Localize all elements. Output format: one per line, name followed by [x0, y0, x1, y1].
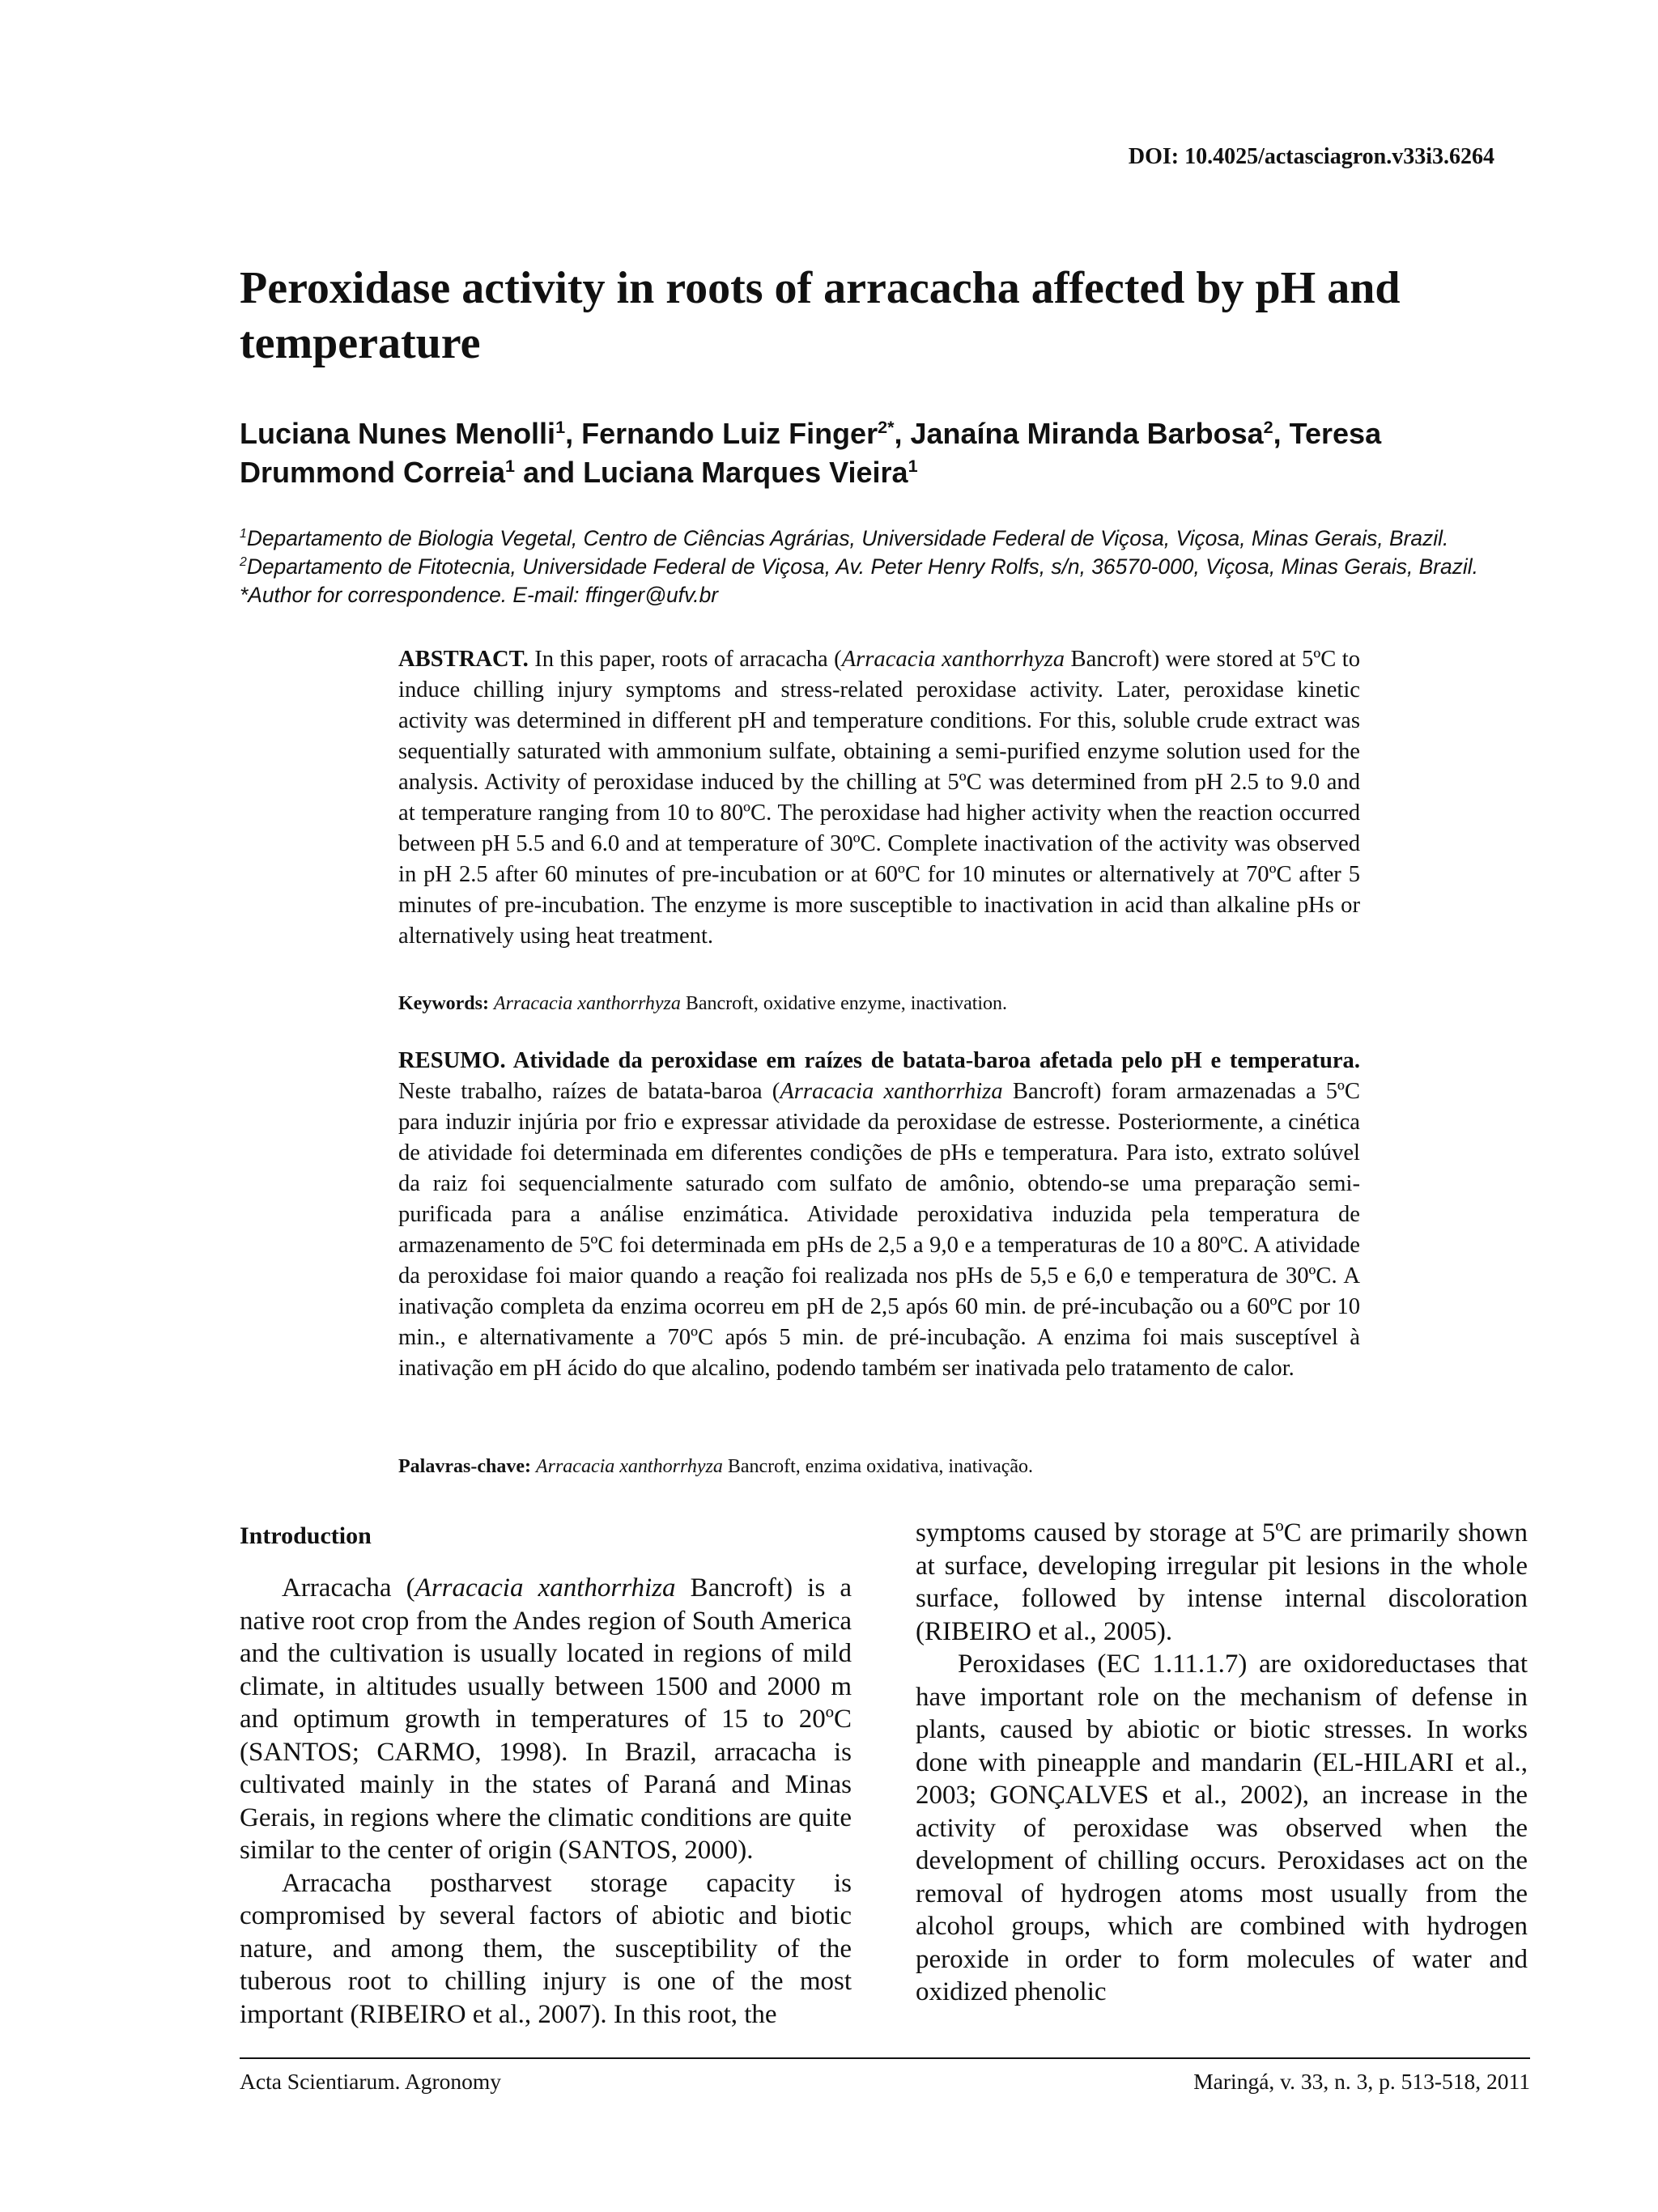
- affiliation-mark: 2: [240, 555, 247, 570]
- affiliation-text: Departamento de Fitotecnia, Universidade Federal de Viçosa, Av. Peter Henry Rolfs, s/n, 36570-000, Viçosa, Minas Gerais, Brazil. *Author for correspondence. E-mail: ffinger@ufv.br: [240, 554, 1478, 607]
- paragraph: Arracacha postharvest storage capacity is compromised by several factors of abiotic and biotic nature, and among them, the susceptibility of the tuberous root to chilling injury is one of the most important (RIBEIRO et al., 2007). In this root, the: [240, 1868, 852, 2029]
- palavras-chave-label: Palavras-chave:: [398, 1456, 531, 1477]
- left-column: [240, 1520, 852, 2031]
- author-affiliation-mark: 1: [505, 456, 516, 476]
- author-affiliation-mark: 2*: [878, 417, 895, 437]
- author-affiliation-mark: 1: [908, 456, 918, 476]
- palavras-chave: [398, 1454, 1360, 1480]
- doi[interactable]: DOI: 10.4025/actasciagron.v33i3.6264: [1128, 144, 1494, 169]
- species-name: Arracacia xanthorrhiza: [780, 1079, 1003, 1104]
- species-name: Arracacia xanthorrhyza: [841, 647, 1065, 672]
- abstract: [398, 644, 1360, 952]
- footer-rule: [240, 2057, 1530, 2059]
- resumo-label: RESUMO.: [398, 1048, 506, 1073]
- author-affiliation-mark: 1: [555, 417, 566, 437]
- keywords: [398, 991, 1360, 1017]
- species-name: Arracacia xanthorrhyza: [493, 993, 681, 1014]
- author-name: , Teresa Drummond Correia: [240, 417, 1382, 489]
- author-name: and Luciana Marques Vieira: [515, 456, 908, 489]
- abstract-text: Bancroft) were stored at 5ºC to induce chilling injury symptoms and stress-related peroxidase activity. Later, peroxidase kinetic activity was determined in different pH and temperature conditions. For this, soluble crude extract was sequentially saturated with ammonium sulfate, obtaining a semi-purified enzyme solution used for the analysis. Activity of peroxidase induced by the chilling at 5ºC was determined from pH 2.5 to 9.0 and at temperature ranging from 10 to 80ºC. The peroxidase had higher activity when the reaction occurred between pH 5.5 and 6.0 and at temperature of 30ºC. Complete inactivation of the activity was observed in pH 2.5 after 60 minutes of pre-incubation or at 60ºC for 10 minutes or alternatively at 70ºC after 5 minutes of pre-incubation. The enzyme is more susceptible to inactivation in acid than alkaline pHs or alternatively using heat treatment.: [398, 647, 1360, 949]
- palavras-chave-text: Bancroft, enzima oxidativa, inativação.: [722, 1456, 1034, 1477]
- paragraph: symptoms caused by storage at 5ºC are primarily shown at surface, developing irregular pit lesions in the whole surface, followed by intense internal discoloration (RIBEIRO et al., 2005).: [916, 1518, 1528, 1646]
- footer-citation: Maringá, v. 33, n. 3, p. 513-518, 2011: [1193, 2069, 1530, 2094]
- species-name: Arracacia xanthorrhyza: [535, 1456, 723, 1477]
- resumo: [398, 1046, 1360, 1384]
- author-list: [240, 414, 1519, 492]
- resumo-text: Bancroft) foram armazenadas a 5ºC para induzir injúria por frio e expressar atividade da peroxidase de estresse. Posteriormente, a cinética de atividade foi determinada em diferentes condições de pHs e temperatura. Para isto, extrato solúvel da raiz foi sequencialmente saturado com sulfato de amônio, obtendo-se uma preparação semi-purificada para a análise enzimática. Atividade peroxidativa induzida pela temperatura de armazenamento de 5ºC foi determinada em pHs de 2,5 a 9,0 e a temperaturas de 10 a 80ºC. A atividade da peroxidase foi maior quando a reação foi realizada nos pHs de 5,5 e 6,0 e temperatura de 30ºC. A inativação completa da enzima ocorreu em pH de 2,5 após 60 min. de pré-incubação ou a 60ºC por 10 min., e alternativamente a 70ºC após 5 min. de pré-incubação. A enzima foi mais susceptível à inativação em pH ácido do que alcalino, podendo também ser inativada pelo tratamento de calor.: [398, 1079, 1360, 1381]
- keywords-text: Bancroft, oxidative enzyme, inactivation.: [680, 993, 1008, 1014]
- author-affiliation-mark: 2: [1263, 417, 1273, 437]
- author-name: , Janaína Miranda Barbosa: [894, 417, 1264, 450]
- resumo-text: Neste trabalho, raízes de batata-baroa (: [398, 1079, 780, 1104]
- footer-journal: Acta Scientiarum. Agronomy: [240, 2069, 502, 2094]
- right-column: [916, 1517, 1528, 2009]
- section-heading-introduction: Introduction: [240, 1522, 372, 1549]
- paragraph-text: Bancroft) is a native root crop from the Andes region of South America and the cultivation is usually located in regions of mild climate, in altitudes usually between 1500 and 2000 m and optimum growth in temperatures of 15 to 20ºC (SANTOS; CARMO, 1998). In Brazil, arracacha is cultivated mainly in the states of Paraná and Minas Gerais, in regions where the climatic conditions are quite similar to the center of origin (SANTOS, 2000).: [240, 1573, 852, 1865]
- affiliations: [240, 524, 1503, 609]
- paragraph-text: Arracacha (: [282, 1573, 415, 1603]
- author-name: Luciana Nunes Menolli: [240, 417, 556, 450]
- paragraph: Peroxidases (EC 1.11.1.7) are oxidoreductases that have important role on the mechanism of defense in plants, caused by abiotic or biotic stresses. In works done with pineapple and mandarin (EL-HILARI et al., 2003; GONÇALVES et al., 2002), an increase in the activity of peroxidase was observed when the development of chilling occurs. Peroxidases act on the removal of hydrogen atoms most usually from the alcohol groups, which are combined with hydrogen peroxide in order to form molecules of water and oxidized phenolic: [916, 1649, 1528, 2006]
- resumo-title: Atividade da peroxidase em raízes de batata-baroa afetada pelo pH e temperatura.: [505, 1048, 1360, 1073]
- keywords-label: Keywords:: [398, 993, 489, 1014]
- author-name: , Fernando Luiz Finger: [565, 417, 878, 450]
- abstract-label: ABSTRACT.: [398, 647, 529, 672]
- article-title: Peroxidase activity in roots of arracacha affected by pH and temperature: [240, 263, 1401, 368]
- paragraph: [240, 1572, 852, 1867]
- species-name: Arracacia xanthorrhiza: [414, 1573, 676, 1603]
- abstract-text: In this paper, roots of arracacha (: [528, 647, 842, 672]
- affiliation-mark: 1: [240, 527, 247, 541]
- affiliation-text: Departamento de Biologia Vegetal, Centro de Ciências Agrárias, Universidade Federal de Viçosa, Viçosa, Minas Gerais, Brazil.: [246, 526, 1449, 550]
